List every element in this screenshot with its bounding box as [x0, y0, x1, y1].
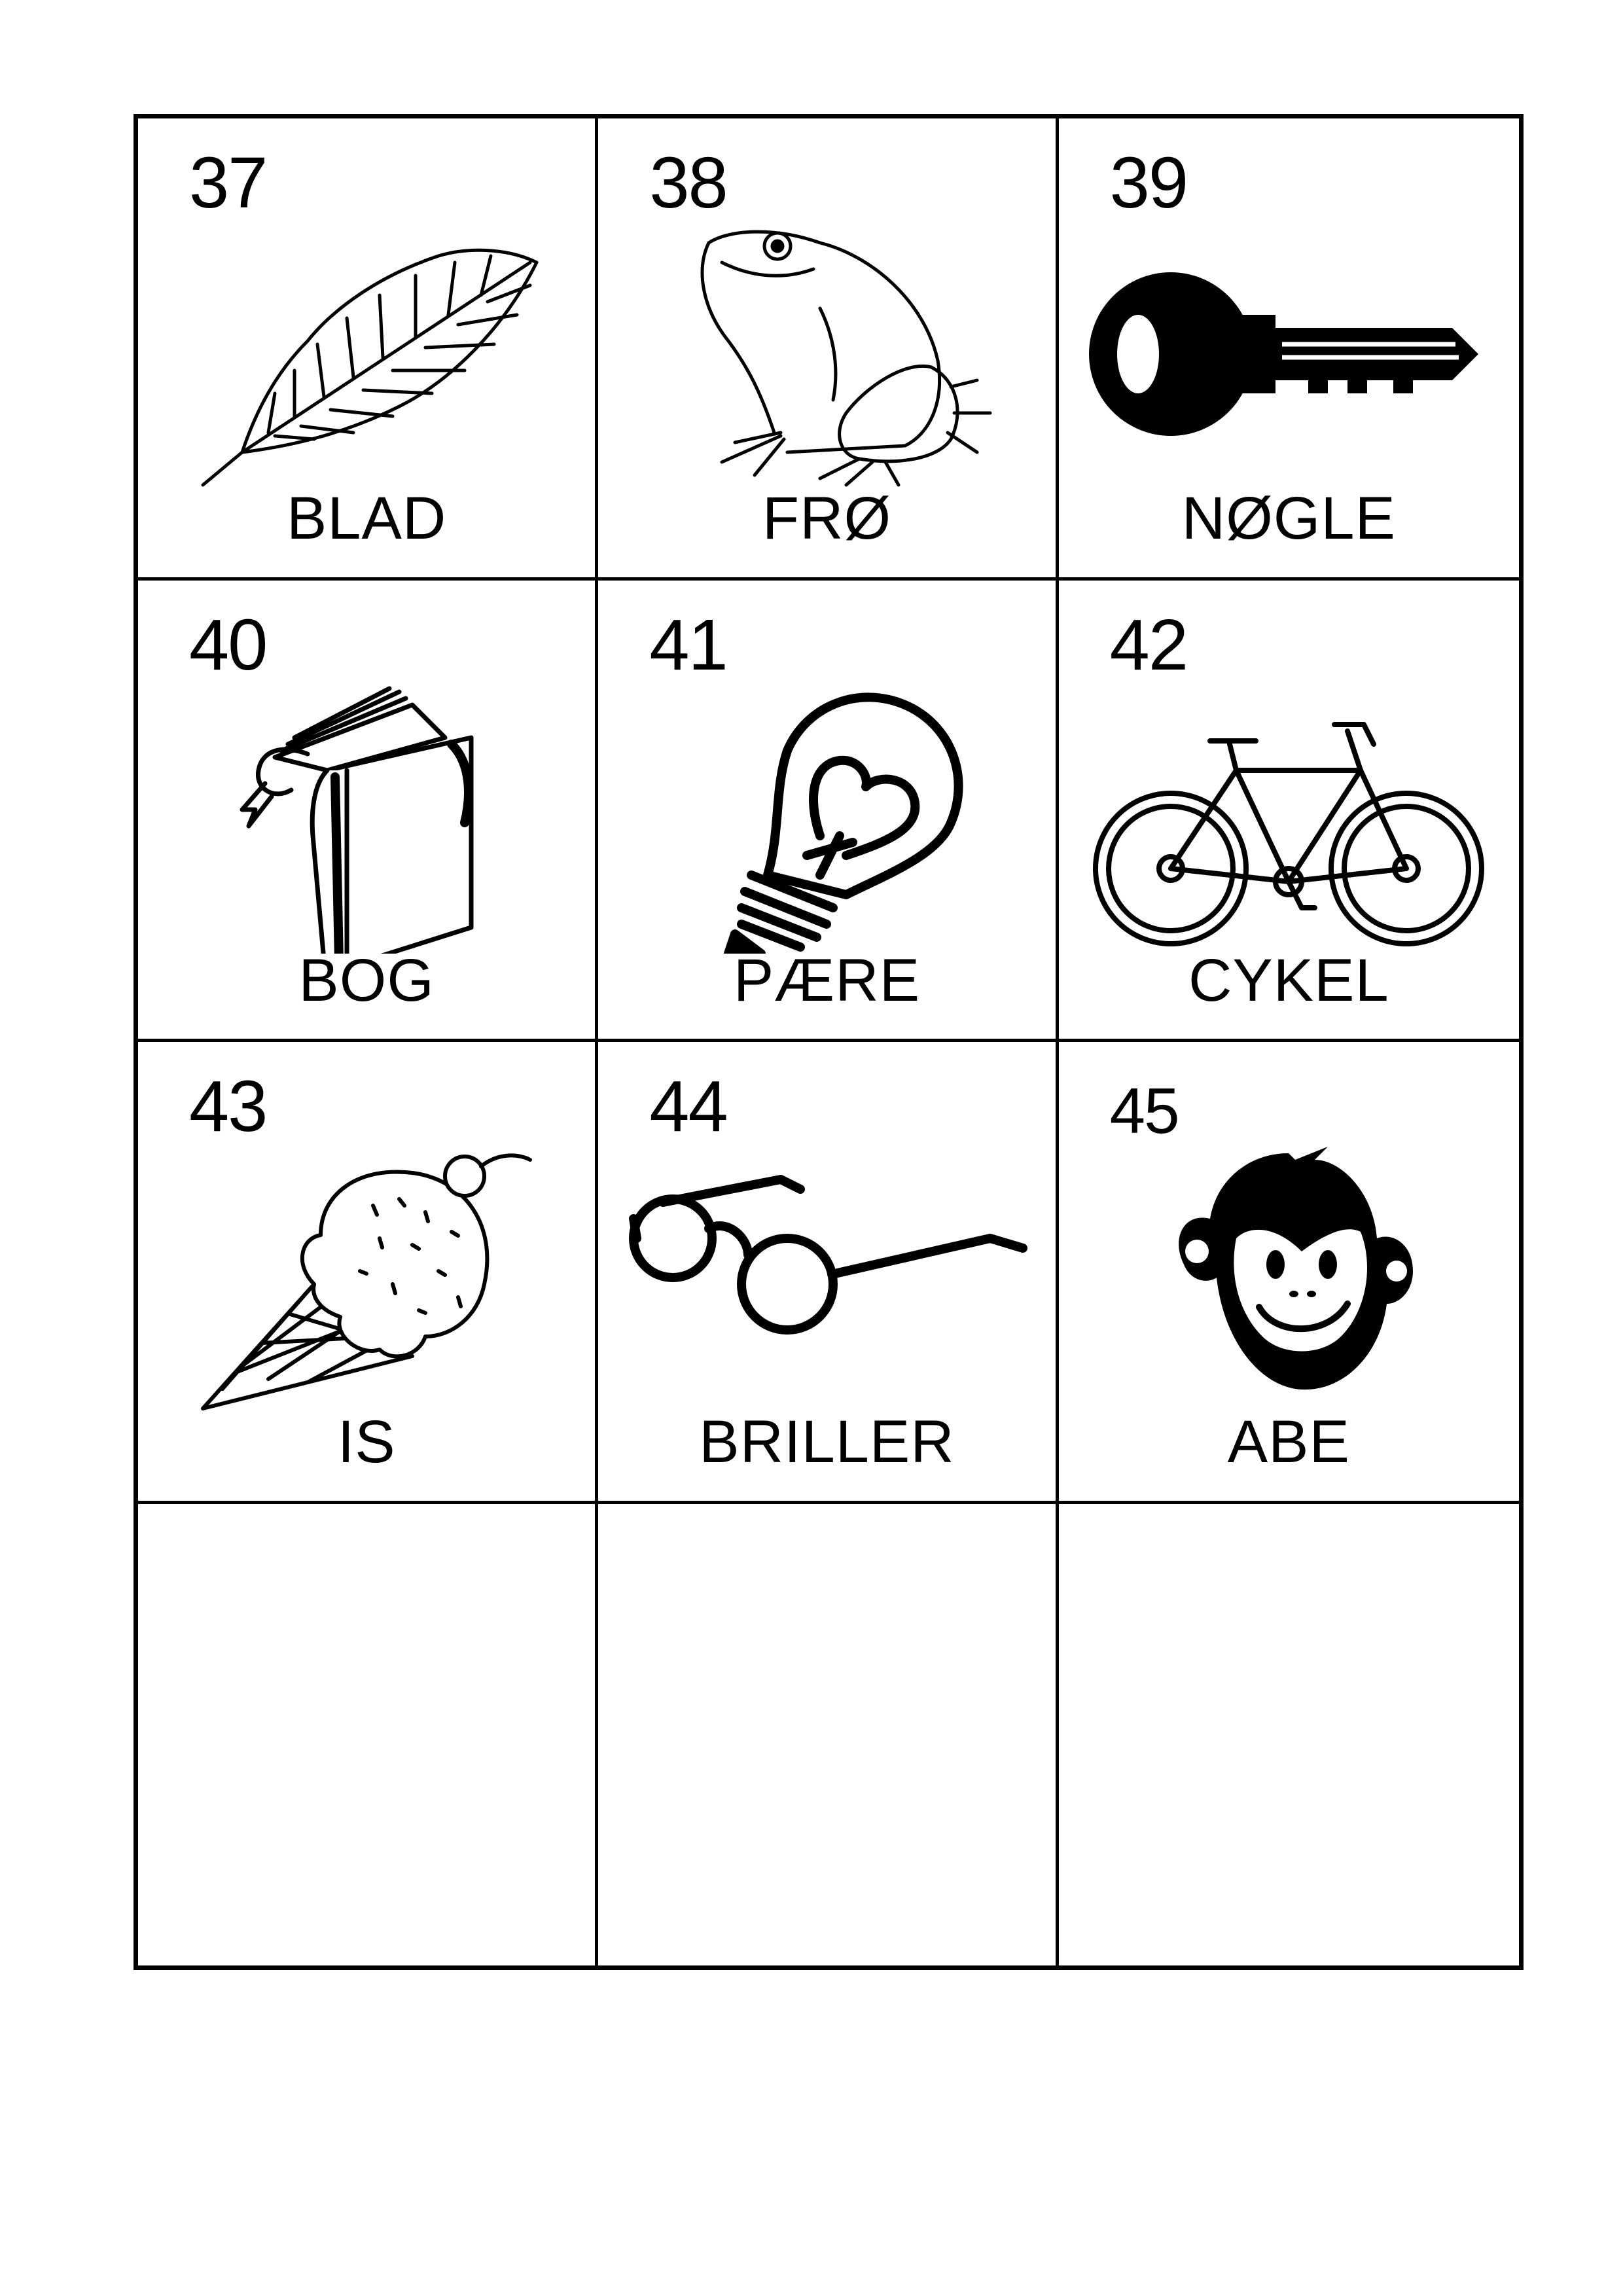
leaf-icon [164, 217, 569, 492]
ice-cream-icon [164, 1140, 569, 1415]
card-word: FRØ [762, 485, 892, 552]
card-number: 37 [189, 143, 267, 223]
card-abe [1059, 1042, 1519, 1504]
card-number: 44 [649, 1066, 727, 1147]
card-number: 38 [649, 143, 727, 223]
card-number: 41 [649, 604, 727, 685]
card-number: 42 [1109, 604, 1188, 685]
bicycle-icon [1086, 679, 1491, 954]
card-word: IS [337, 1408, 396, 1475]
card-bog [138, 581, 598, 1043]
card-word: BRILLER [699, 1408, 955, 1475]
card-word: BOG [298, 946, 435, 1014]
card-blad [138, 118, 598, 581]
card-paere [598, 581, 1058, 1043]
card-is [138, 1042, 598, 1504]
glasses-icon [624, 1140, 1029, 1415]
light-bulb-icon [624, 679, 1029, 954]
card-word: CYKEL [1188, 946, 1389, 1014]
frog-icon [624, 217, 1029, 492]
card-fro [598, 118, 1058, 581]
card-number: 40 [189, 604, 267, 685]
card-word: PÆRE [733, 946, 921, 1014]
empty-card [598, 1504, 1058, 1966]
book-icon [164, 679, 569, 954]
key-icon [1086, 217, 1491, 492]
card-number: 39 [1109, 143, 1188, 223]
card-cykel [1059, 581, 1519, 1043]
empty-card [138, 1504, 598, 1966]
card-number: 43 [189, 1066, 267, 1147]
monkey-icon [1086, 1140, 1491, 1415]
card-nogle [1059, 118, 1519, 581]
card-word: NØGLE [1181, 485, 1396, 552]
card-grid [134, 114, 1524, 1970]
card-word: BLAD [286, 485, 447, 552]
card-briller [598, 1042, 1058, 1504]
empty-card [1059, 1504, 1519, 1966]
card-number: 45 [1109, 1075, 1179, 1147]
card-word: ABE [1227, 1408, 1350, 1475]
